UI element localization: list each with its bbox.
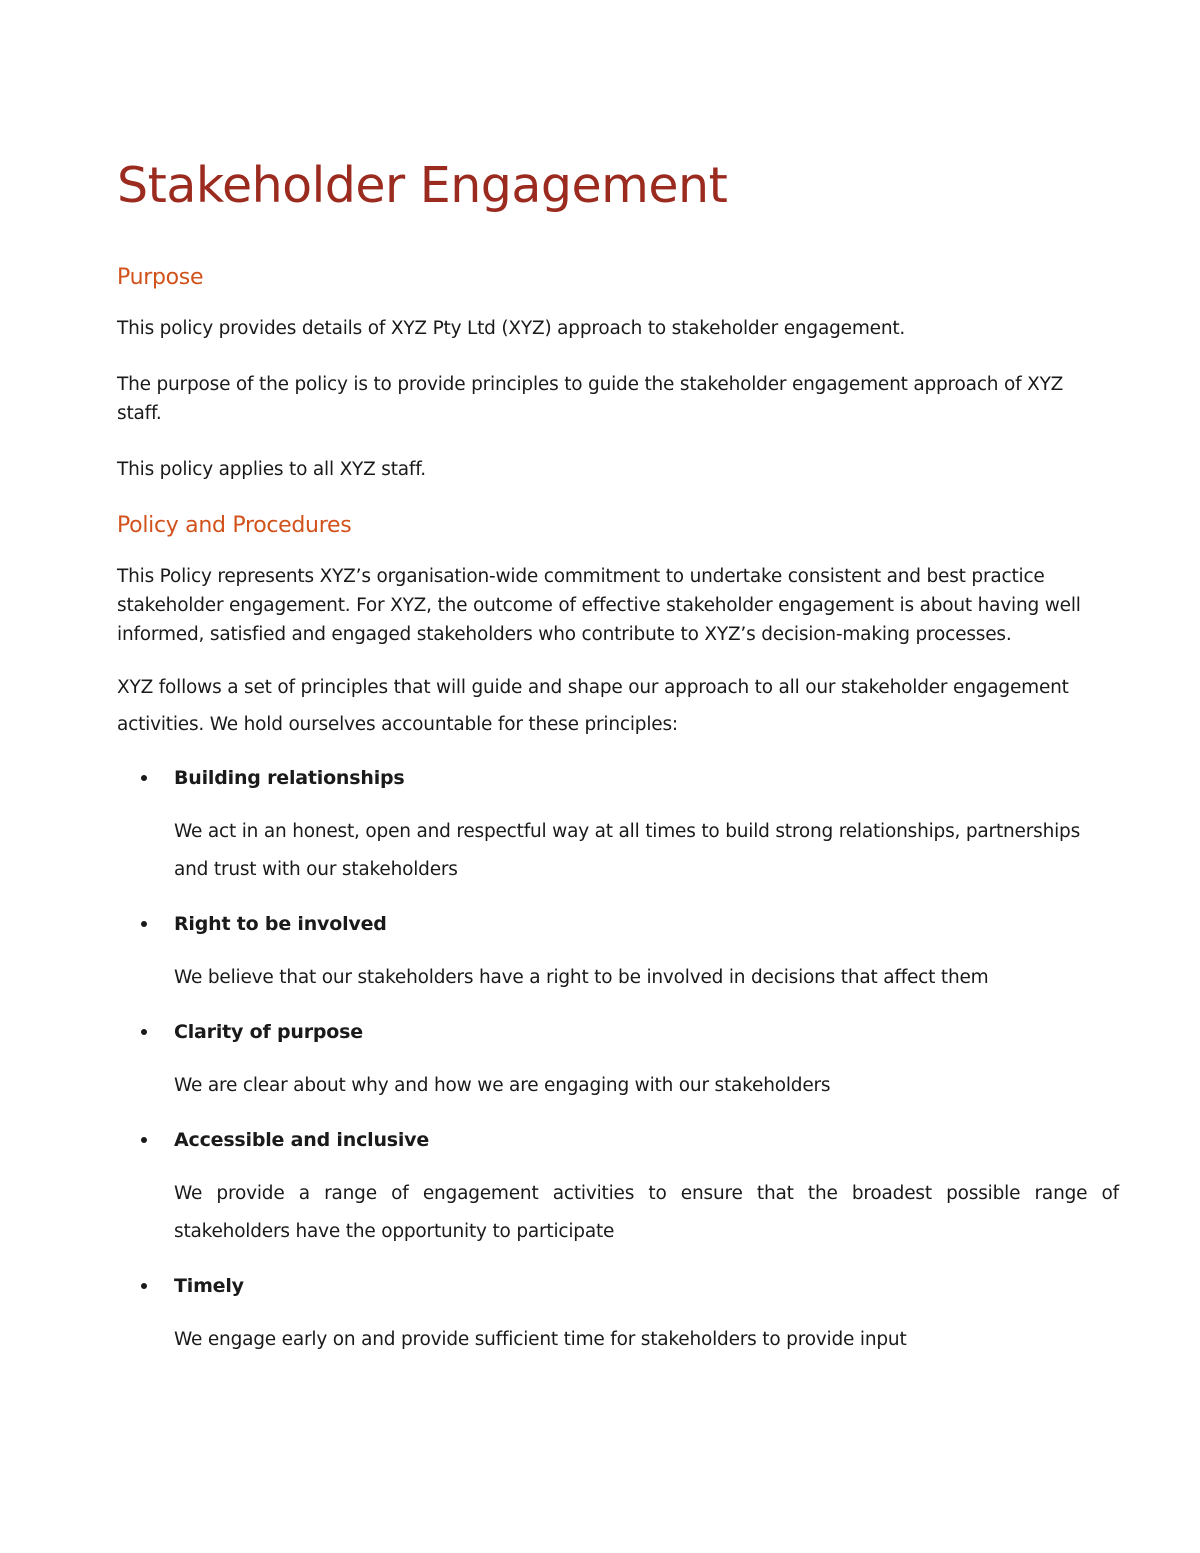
principle-title: Clarity of purpose: [174, 1021, 363, 1043]
principle-item: [117, 1125, 1119, 1251]
purpose-heading: Purpose: [117, 265, 204, 290]
bullet-icon: [141, 1137, 147, 1143]
policy-paragraph: This Policy represents XYZ’s organisation-wide commitment to undertake consistent and best practice stakeholder engagement. For XYZ, the outcome of effective stakeholder engagement is about having well informed, satisfied and engaged stakeholders who contribute to XYZ’s decision-making processes.: [117, 566, 1081, 645]
principle-item: [117, 909, 1119, 997]
bullet-icon: [141, 775, 147, 781]
principle-description: We are clear about why and how we are engaging with our stakeholders: [174, 1075, 831, 1096]
principle-item: [117, 1017, 1119, 1105]
principles-list: [117, 763, 1119, 1359]
principle-title: Timely: [174, 1275, 244, 1297]
purpose-paragraph: This policy applies to all XYZ staff.: [117, 459, 426, 480]
principle-description: We engage early on and provide sufficient time for stakeholders to provide input: [174, 1329, 907, 1350]
principle-title: Accessible and inclusive: [174, 1129, 430, 1151]
document-page: [117, 150, 1119, 1359]
principle-description: We believe that our stakeholders have a right to be involved in decisions that affect them: [174, 967, 989, 988]
policy-paragraph: XYZ follows a set of principles that will guide and shape our approach to all our stakeholder engagement activities. We hold ourselves accountable for these principles:: [117, 677, 1069, 735]
principle-title: Right to be involved: [174, 913, 387, 935]
bullet-icon: [141, 1029, 147, 1035]
document-title: Stakeholder Engagement: [117, 157, 728, 214]
principle-description: We provide a range of engagement activities to ensure that the broadest possible range of stakeholders have the opportunity to participate: [174, 1183, 1119, 1242]
principle-item: [117, 1271, 1119, 1359]
principle-item: [117, 763, 1119, 889]
bullet-icon: [141, 1283, 147, 1289]
purpose-paragraph: The purpose of the policy is to provide principles to guide the stakeholder engagement approach of XYZ staff.: [117, 374, 1064, 424]
policy-heading: Policy and Procedures: [117, 513, 352, 538]
principle-title: Building relationships: [174, 767, 405, 789]
purpose-paragraph: This policy provides details of XYZ Pty Ltd (XYZ) approach to stakeholder engagement.: [117, 318, 906, 339]
bullet-icon: [141, 921, 147, 927]
principle-description: We act in an honest, open and respectful way at all times to build strong relationships, partnerships and trust with our stakeholders: [174, 821, 1081, 880]
